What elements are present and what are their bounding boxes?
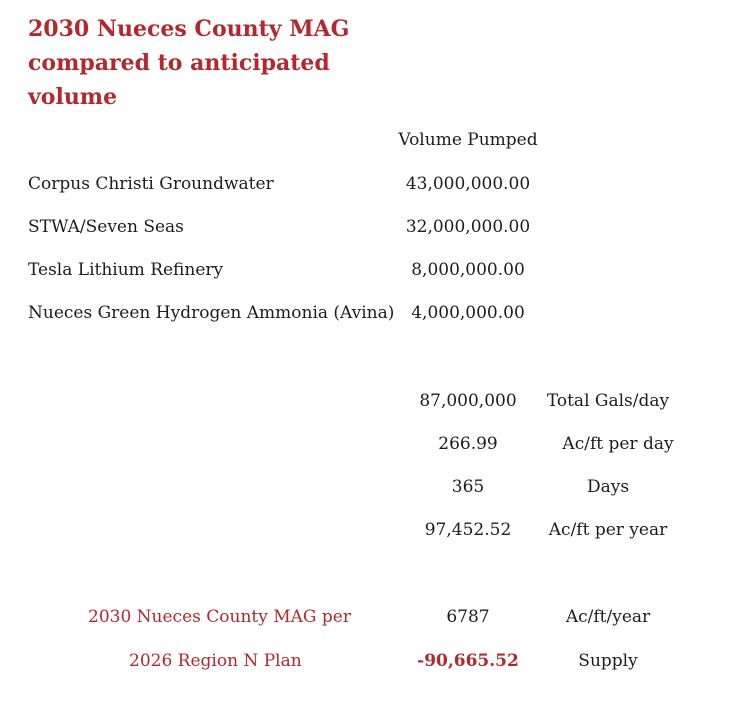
total-gals-unit: Total Gals/day xyxy=(546,391,670,411)
days-value: 365 xyxy=(451,477,485,497)
mag-value: 6787 xyxy=(446,607,490,627)
page-title: 2030 Nueces County MAG compared to anticipated volume xyxy=(28,16,350,110)
mag-unit: Ac/ft/year xyxy=(565,607,651,627)
total-gals-value: 87,000,000 xyxy=(419,391,517,411)
days-unit: Days xyxy=(586,477,630,497)
acft-day-unit: Ac/ft per day xyxy=(562,434,674,454)
row-value: 4,000,000.00 xyxy=(411,303,525,323)
row-label: Corpus Christi Groundwater xyxy=(28,174,274,194)
acft-day-value: 266.99 xyxy=(438,434,498,454)
row-value: 32,000,000.00 xyxy=(405,217,531,237)
row-label: Tesla Lithium Refinery xyxy=(28,260,224,280)
row-label: STWA/Seven Seas xyxy=(28,217,184,237)
acft-year-unit: Ac/ft per year xyxy=(548,520,668,540)
acft-year-value: 97,452.52 xyxy=(424,520,512,540)
row-value: 43,000,000.00 xyxy=(405,174,531,194)
row-value: 8,000,000.00 xyxy=(411,260,525,280)
supply-value: -90,665.52 xyxy=(417,651,519,671)
mag-label-line1: 2030 Nueces County MAG per xyxy=(88,607,351,627)
mag-label-line2: 2026 Region N Plan xyxy=(129,651,302,671)
supply-unit: Supply xyxy=(578,651,638,671)
row-label: Nueces Green Hydrogen Ammonia (Avina) xyxy=(28,303,395,323)
column-header: Volume Pumped xyxy=(398,130,538,150)
